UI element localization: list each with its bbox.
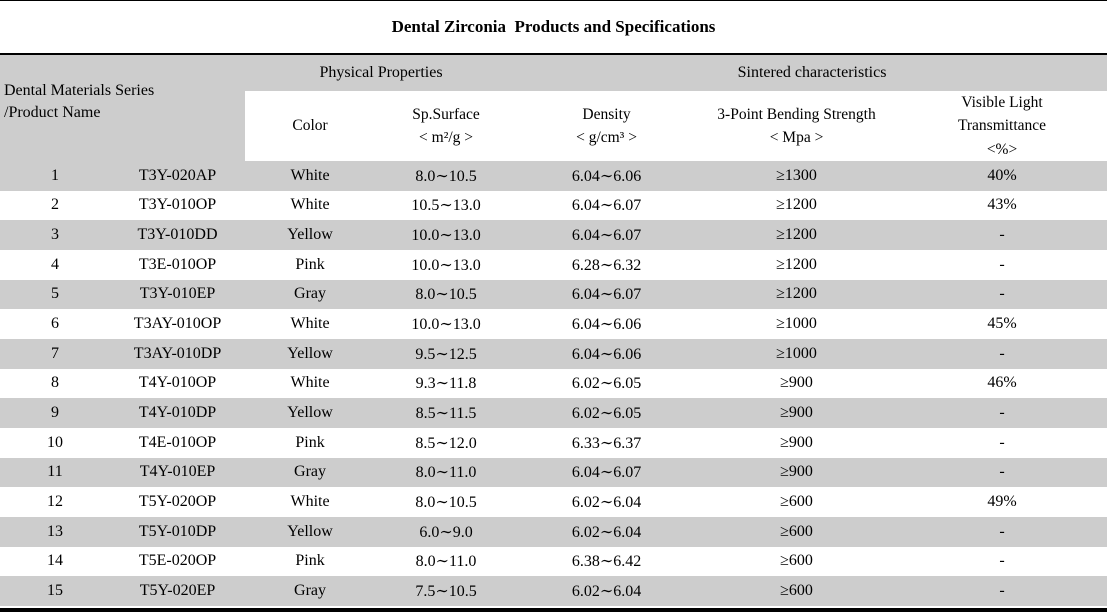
cell-color: Gray xyxy=(294,463,326,481)
table-row xyxy=(0,309,1107,339)
cell-index: 13 xyxy=(47,522,63,540)
cell-transmittance: - xyxy=(999,463,1005,481)
header-transmittance xyxy=(897,91,1107,161)
cell-sp-surface: 8.5∼11.5 xyxy=(415,405,477,423)
cell-product-name: T4Y-010DP xyxy=(138,404,217,422)
cell-color: Yellow xyxy=(287,226,333,244)
cell-sp-surface: 7.5∼10.5 xyxy=(415,583,477,601)
cell-bending-strength: ≥1200 xyxy=(776,285,817,303)
cell-color: Yellow xyxy=(287,522,333,540)
header-density-label: Density xyxy=(582,105,631,123)
cell-index: 9 xyxy=(51,404,59,422)
cell-transmittance: - xyxy=(999,255,1005,273)
cell-index: 8 xyxy=(51,374,59,392)
cell-bending-strength: ≥1000 xyxy=(776,315,817,333)
table-row xyxy=(0,517,1107,547)
cell-bending-strength: ≥1300 xyxy=(776,166,817,184)
header-group-physical: Physical Properties xyxy=(245,55,517,91)
cell-bending-strength: ≥600 xyxy=(780,493,813,511)
cell-density: 6.04∼6.07 xyxy=(571,227,642,245)
cell-transmittance: - xyxy=(999,522,1005,540)
cell-color: Pink xyxy=(295,255,325,273)
header-sp-surface xyxy=(375,91,517,161)
page-title: Dental Zirconia Products and Specifications xyxy=(0,1,1107,55)
header-color-label: Color xyxy=(292,117,328,135)
cell-transmittance: 43% xyxy=(987,196,1017,214)
cell-color: White xyxy=(290,196,330,214)
cell-sp-surface: 10.0∼13.0 xyxy=(411,316,481,334)
cell-sp-surface: 8.0∼11.0 xyxy=(415,464,477,482)
header-density-unit: < g/cm³ > xyxy=(576,129,637,146)
cell-color: Pink xyxy=(295,552,325,570)
cell-density: 6.04∼6.07 xyxy=(571,286,642,304)
cell-color: White xyxy=(290,166,330,184)
header-group-row xyxy=(0,55,1107,91)
cell-sp-surface: 8.5∼12.0 xyxy=(415,434,477,452)
cell-bending-strength: ≥600 xyxy=(780,582,813,600)
cell-density: 6.02∼6.04 xyxy=(571,583,642,601)
cell-product-name: T5E-020OP xyxy=(138,552,217,570)
cell-sp-surface: 8.0∼10.5 xyxy=(415,494,477,512)
header-density xyxy=(517,91,696,161)
table-row xyxy=(0,576,1107,606)
cell-color: Pink xyxy=(295,433,325,451)
cell-density: 6.04∼6.06 xyxy=(571,167,642,185)
header-transmittance-unit: <%> xyxy=(986,140,1018,158)
cell-density: 6.02∼6.05 xyxy=(571,375,642,393)
cell-sp-surface: 8.0∼10.5 xyxy=(415,167,477,185)
cell-density: 6.04∼6.06 xyxy=(571,345,642,363)
cell-product-name: T4Y-010OP xyxy=(138,374,217,392)
cell-product-name: T3Y-020AP xyxy=(138,166,217,184)
table-row xyxy=(0,428,1107,458)
cell-index: 11 xyxy=(47,463,63,481)
cell-index: 12 xyxy=(47,493,63,511)
cell-color: White xyxy=(290,374,330,392)
header-transmittance-label: Visible Light xyxy=(961,94,1043,112)
cell-density: 6.38∼6.42 xyxy=(571,553,642,571)
cell-bending-strength: ≥900 xyxy=(780,433,813,451)
cell-bending-strength: ≥900 xyxy=(780,463,813,481)
cell-density: 6.02∼6.05 xyxy=(571,405,642,423)
cell-transmittance: 45% xyxy=(987,315,1017,333)
table-row xyxy=(0,250,1107,280)
cell-density: 6.04∼6.07 xyxy=(571,197,642,215)
cell-transmittance: - xyxy=(999,285,1005,303)
header-bending-strength-unit: < Mpa > xyxy=(769,129,824,146)
table-row xyxy=(0,339,1107,369)
cell-index: 15 xyxy=(47,582,63,600)
header-sp-surface-label: Sp.Surface xyxy=(412,105,480,123)
cell-bending-strength: ≥1200 xyxy=(776,196,817,214)
header-bending-strength-label: 3-Point Bending Strength xyxy=(717,105,876,123)
table-row xyxy=(0,220,1107,250)
cell-product-name: T3AY-010DP xyxy=(133,344,222,362)
table-row xyxy=(0,280,1107,310)
cell-sp-surface: 10.0∼13.0 xyxy=(411,256,481,274)
cell-transmittance: - xyxy=(999,552,1005,570)
cell-transmittance: - xyxy=(999,344,1005,362)
cell-index: 2 xyxy=(51,196,59,214)
cell-sp-surface: 9.5∼12.5 xyxy=(415,345,477,363)
cell-product-name: T3Y-010DD xyxy=(137,226,218,244)
cell-index: 14 xyxy=(47,552,63,570)
cell-sp-surface: 9.3∼11.8 xyxy=(415,375,477,393)
cell-index: 7 xyxy=(51,344,59,362)
cell-bending-strength: ≥900 xyxy=(780,374,813,392)
table-row xyxy=(0,458,1107,488)
header-bending-strength xyxy=(696,91,897,161)
header-product-series-line2: /Product Name xyxy=(4,104,101,121)
cell-product-name: T4E-010OP xyxy=(138,433,217,451)
cell-color: Yellow xyxy=(287,404,333,422)
header-color xyxy=(245,91,375,161)
table-body xyxy=(0,161,1107,606)
table-row xyxy=(0,398,1107,428)
cell-bending-strength: ≥600 xyxy=(780,522,813,540)
header-group-sintered: Sintered characteristics xyxy=(517,55,1107,91)
cell-product-name: T4Y-010EP xyxy=(139,463,216,481)
cell-transmittance: 46% xyxy=(987,374,1017,392)
table-row xyxy=(0,487,1107,517)
cell-sp-surface: 10.0∼13.0 xyxy=(411,227,481,245)
cell-index: 4 xyxy=(51,255,59,273)
table-header xyxy=(0,55,1107,161)
cell-bending-strength: ≥1200 xyxy=(776,255,817,273)
cell-density: 6.33∼6.37 xyxy=(571,434,642,452)
cell-transmittance: - xyxy=(999,582,1005,600)
cell-bending-strength: ≥600 xyxy=(780,552,813,570)
cell-transmittance: - xyxy=(999,404,1005,422)
spec-table xyxy=(0,55,1107,606)
table-row xyxy=(0,369,1107,399)
cell-sp-surface: 6.0∼9.0 xyxy=(419,523,473,541)
cell-color: White xyxy=(290,315,330,333)
cell-product-name: T5Y-020EP xyxy=(139,582,216,600)
cell-density: 6.04∼6.06 xyxy=(571,316,642,334)
cell-transmittance: 40% xyxy=(987,166,1017,184)
cell-transmittance: 49% xyxy=(987,493,1017,511)
cell-product-name: T5Y-010DP xyxy=(138,522,217,540)
table-row xyxy=(0,191,1107,221)
cell-transmittance: - xyxy=(999,433,1005,451)
cell-product-name: T3Y-010EP xyxy=(139,285,216,303)
cell-product-name: T3AY-010OP xyxy=(133,315,222,333)
cell-product-name: T3Y-010OP xyxy=(138,196,217,214)
cell-density: 6.28∼6.32 xyxy=(571,256,642,274)
cell-density: 6.04∼6.07 xyxy=(571,464,642,482)
cell-color: Yellow xyxy=(287,344,333,362)
cell-index: 10 xyxy=(47,433,63,451)
cell-color: Gray xyxy=(294,285,326,303)
header-transmittance-label2: Transmittance xyxy=(957,117,1047,135)
cell-index: 3 xyxy=(51,226,59,244)
cell-sp-surface: 8.0∼11.0 xyxy=(415,553,477,571)
cell-transmittance: - xyxy=(999,226,1005,244)
cell-product-name: T3E-010OP xyxy=(138,255,217,273)
cell-index: 6 xyxy=(51,315,59,333)
cell-color: White xyxy=(290,493,330,511)
cell-sp-surface: 8.0∼10.5 xyxy=(415,286,477,304)
header-product-series xyxy=(0,55,245,161)
table-row xyxy=(0,161,1107,191)
cell-index: 5 xyxy=(51,285,59,303)
header-product-series-line1: Dental Materials Series xyxy=(4,81,155,99)
cell-bending-strength: ≥1000 xyxy=(776,344,817,362)
cell-density: 6.02∼6.04 xyxy=(571,494,642,512)
cell-index: 1 xyxy=(51,166,59,184)
cell-bending-strength: ≥1200 xyxy=(776,226,817,244)
cell-sp-surface: 10.5∼13.0 xyxy=(411,197,481,215)
cell-density: 6.02∼6.04 xyxy=(571,523,642,541)
cell-bending-strength: ≥900 xyxy=(780,404,813,422)
cell-color: Gray xyxy=(294,582,326,600)
cell-product-name: T5Y-020OP xyxy=(138,493,217,511)
table-row xyxy=(0,547,1107,577)
header-sp-surface-unit: < m²/g > xyxy=(419,129,474,146)
